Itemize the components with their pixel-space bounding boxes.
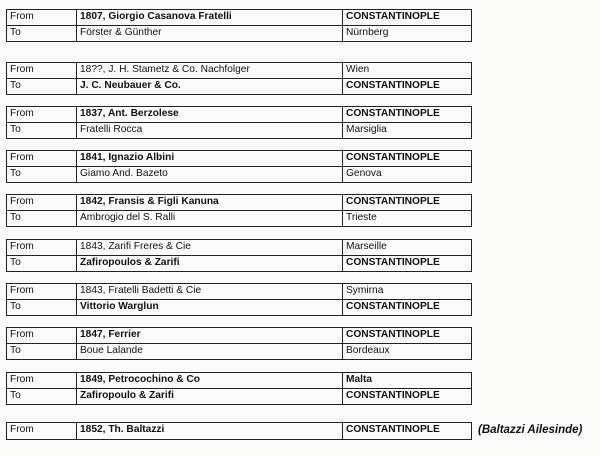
recipient-name: Ambrogio del S. Ralli bbox=[77, 211, 343, 226]
to-row bbox=[6, 255, 472, 272]
origin-place: CONSTANTINOPLE bbox=[346, 196, 440, 207]
from-row bbox=[6, 283, 472, 299]
from-label: From bbox=[7, 328, 77, 343]
to-row bbox=[6, 122, 472, 139]
destination-place: CONSTANTINOPLE bbox=[346, 80, 440, 91]
sender-name: 1849, Petrocochino & Co bbox=[77, 373, 343, 388]
route-table bbox=[6, 62, 472, 95]
sender-name: 1842, Fransis & Figli Kanuna bbox=[77, 195, 343, 210]
route-table-final bbox=[6, 422, 472, 440]
sender-name: 1843, Zarifi Freres & Cie bbox=[77, 240, 343, 255]
from-label: From bbox=[7, 151, 77, 166]
recipient-name: Zafiropoulos & Zarifi bbox=[77, 256, 343, 271]
to-row bbox=[6, 78, 472, 95]
destination-place: Marsiglia bbox=[346, 124, 387, 135]
to-row bbox=[6, 166, 472, 183]
to-row bbox=[6, 343, 472, 360]
from-row bbox=[6, 422, 472, 440]
origin-place: CONSTANTINOPLE bbox=[346, 11, 440, 22]
origin-place: CONSTANTINOPLE bbox=[346, 152, 440, 163]
to-label: To bbox=[7, 123, 77, 138]
route-table bbox=[6, 150, 472, 183]
to-row bbox=[6, 299, 472, 316]
sender-name: 1807, Giorgio Casanova Fratelli bbox=[77, 10, 343, 25]
from-row bbox=[6, 327, 472, 343]
route-table bbox=[6, 194, 472, 227]
destination-place: Nürnberg bbox=[346, 27, 389, 38]
destination-place: CONSTANTINOPLE bbox=[346, 257, 440, 268]
recipient-name: Boue Lalande bbox=[77, 344, 343, 359]
from-row bbox=[6, 239, 472, 255]
origin-place: Wien bbox=[346, 64, 370, 75]
route-table bbox=[6, 239, 472, 272]
sender-name: 1841, Ignazio Albini bbox=[77, 151, 343, 166]
to-row bbox=[6, 25, 472, 42]
destination-place: Trieste bbox=[346, 212, 377, 223]
side-note: (Baltazzi Ailesinde) bbox=[478, 424, 583, 436]
to-label: To bbox=[7, 211, 77, 226]
from-label: From bbox=[7, 195, 77, 210]
from-row bbox=[6, 372, 472, 388]
to-row bbox=[6, 388, 472, 405]
from-label: From bbox=[7, 240, 77, 255]
to-row bbox=[6, 210, 472, 227]
recipient-name: Zafiropoulo & Zarifi bbox=[77, 389, 343, 404]
from-row bbox=[6, 9, 472, 25]
sender-name: 1852, Th. Baltazzi bbox=[77, 423, 343, 439]
route-table bbox=[6, 283, 472, 316]
recipient-name: Förster & Günther bbox=[77, 26, 343, 41]
from-label: From bbox=[7, 373, 77, 388]
sender-name: 1843, Fratelli Badetti & Cie bbox=[77, 284, 343, 299]
origin-place: CONSTANTINOPLE bbox=[346, 424, 440, 435]
to-label: To bbox=[7, 344, 77, 359]
to-label: To bbox=[7, 79, 77, 94]
from-row bbox=[6, 194, 472, 210]
from-row bbox=[6, 150, 472, 166]
to-label: To bbox=[7, 389, 77, 404]
destination-place: CONSTANTINOPLE bbox=[346, 390, 440, 401]
from-row bbox=[6, 62, 472, 78]
recipient-name: Vittorio Warglun bbox=[77, 300, 343, 315]
from-label: From bbox=[7, 10, 77, 25]
sender-name: 1837, Ant. Berzolese bbox=[77, 107, 343, 122]
route-table bbox=[6, 106, 472, 139]
from-label: From bbox=[7, 63, 77, 78]
origin-place: Marseille bbox=[346, 241, 387, 252]
sender-name: 18??, J. H. Stametz & Co. Nachfolger bbox=[77, 63, 343, 78]
to-label: To bbox=[7, 26, 77, 41]
recipient-name: J. C. Neubauer & Co. bbox=[77, 79, 343, 94]
from-row bbox=[6, 106, 472, 122]
to-label: To bbox=[7, 167, 77, 182]
destination-place: Bordeaux bbox=[346, 345, 390, 356]
recipient-name: Fratelli Rocca bbox=[77, 123, 343, 138]
to-label: To bbox=[7, 300, 77, 315]
route-table bbox=[6, 9, 472, 42]
origin-place: Symirna bbox=[346, 285, 384, 296]
sender-name: 1847, Ferrier bbox=[77, 328, 343, 343]
to-label: To bbox=[7, 256, 77, 271]
route-table bbox=[6, 327, 472, 360]
from-label: From bbox=[7, 284, 77, 299]
route-table bbox=[6, 372, 472, 405]
from-label: From bbox=[7, 423, 77, 439]
origin-place: Malta bbox=[346, 374, 373, 385]
destination-place: Genova bbox=[346, 168, 382, 179]
recipient-name: Giamo And. Bazeto bbox=[77, 167, 343, 182]
origin-place: CONSTANTINOPLE bbox=[346, 108, 440, 119]
destination-place: CONSTANTINOPLE bbox=[346, 301, 440, 312]
from-label: From bbox=[7, 107, 77, 122]
origin-place: CONSTANTINOPLE bbox=[346, 329, 440, 340]
